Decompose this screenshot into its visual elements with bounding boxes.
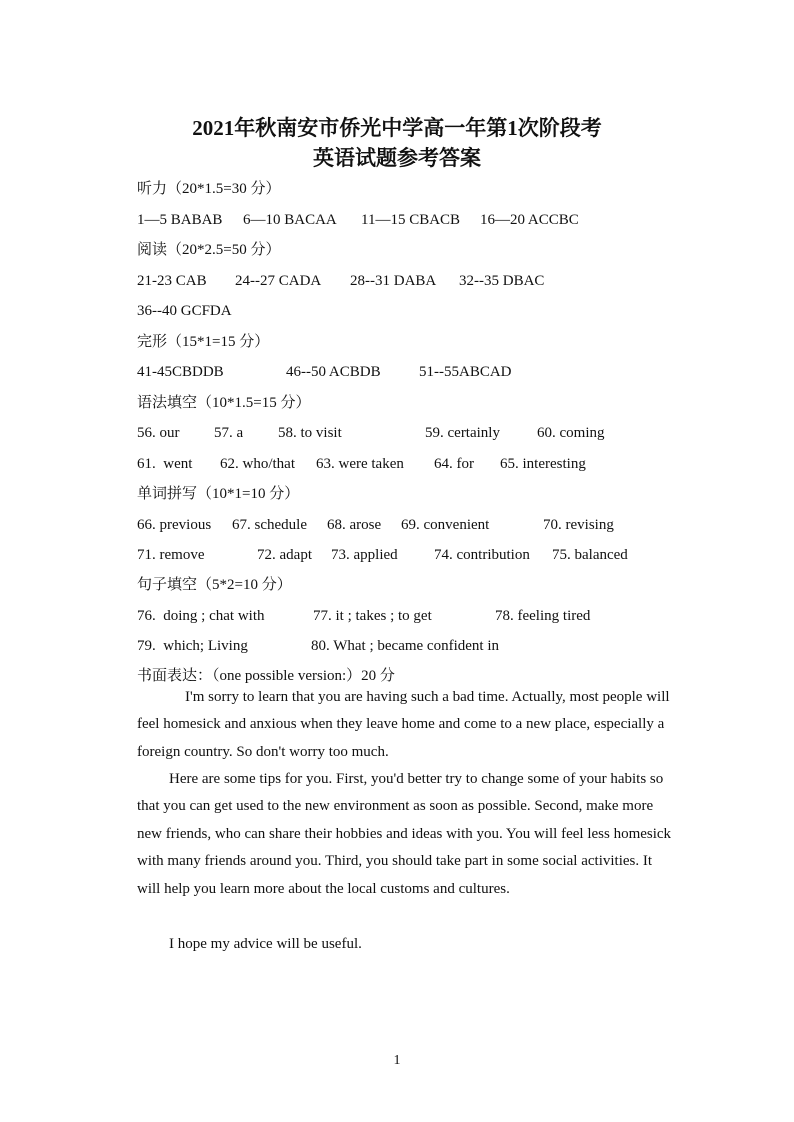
answer-item: 69. convenient [401, 517, 490, 533]
writing-paragraph-2 [137, 766, 677, 903]
answer-item: 74. contribution [434, 547, 530, 563]
writing-paragraph-3 [137, 931, 677, 958]
answer-item: 73. applied [331, 547, 398, 563]
writing-paragraph-1 [137, 684, 677, 766]
answer-item: 76. doing ; chat with [137, 608, 265, 624]
page-title-line2: 英语试题参考答案 [313, 146, 481, 170]
answer-group: 21-23 CAB [137, 273, 207, 289]
paragraph-text: I hope my advice will be useful. [169, 936, 362, 952]
answer-item: 70. revising [543, 517, 614, 533]
answer-group: 11—15 CBACB [361, 212, 461, 228]
answer-group: 1—5 BABAB [137, 212, 223, 228]
answer-group: 51--55ABCAD [419, 364, 512, 380]
answer-item: 78. feeling tired [495, 608, 591, 624]
answer-item: 59. certainly [425, 425, 500, 441]
answer-group: 46--50 ACBDB [286, 364, 381, 380]
answer-item: 56. our [137, 425, 180, 441]
paragraph-text: I'm sorry to learn that you are having such a bad time. Actually, most people will feel homesick and anxious when they leave home and come to a new place, especially a foreign country. So don't worry too much. [137, 689, 670, 760]
answer-group: 41-45CBDDB [137, 364, 224, 380]
answer-item: 60. coming [537, 425, 605, 441]
answer-group: 32--35 DBAC [459, 273, 545, 289]
reading-heading: 阅读（20*2.5=50 分） [137, 242, 281, 258]
answer-group: 6—10 BACAA [243, 212, 337, 228]
sentences-heading: 句子填空（5*2=10 分） [137, 577, 292, 593]
answer-item: 58. to visit [278, 425, 342, 441]
answer-item: 65. interesting [500, 456, 586, 472]
answer-item: 67. schedule [232, 517, 307, 533]
spelling-heading: 单词拼写（10*1=10 分） [137, 486, 300, 502]
answer-item: 79. which; Living [137, 638, 248, 654]
answer-item: 68. arose [327, 517, 382, 533]
answer-item: 66. previous [137, 517, 212, 533]
writing-heading: 书面表达：（one possible version:）20 分 [137, 668, 395, 684]
answer-item: 61. went [137, 456, 193, 472]
answer-item: 64. for [434, 456, 474, 472]
answer-group: 28--31 DABA [350, 273, 437, 289]
page-title-line1: 2021年秋南安市侨光中学高一年第1次阶段考 [192, 116, 602, 140]
answer-group: 24--27 CADA [235, 273, 322, 289]
answer-item: 75. balanced [552, 547, 628, 563]
answer-item: 62. who/that [220, 456, 295, 472]
answer-item: 71. remove [137, 547, 205, 563]
answer-item: 77. it ; takes ; to get [313, 608, 432, 624]
answer-item: 57. a [214, 425, 244, 441]
answer-item: 72. adapt [257, 547, 312, 563]
grammar-heading: 语法填空（10*1.5=15 分） [137, 395, 311, 411]
answer-item: 80. What ; became confident in [311, 638, 499, 654]
page-number: 1 [393, 1053, 401, 1068]
answer-group: 36--40 GCFDA [137, 303, 232, 319]
answer-group: 16—20 ACCBC [480, 212, 579, 228]
cloze-heading: 完形（15*1=15 分） [137, 334, 270, 350]
answer-item: 63. were taken [316, 456, 404, 472]
listening-heading: 听力（20*1.5=30 分） [137, 181, 281, 197]
paragraph-text: Here are some tips for you. First, you'd better try to change some of your habits so that you can get used to the new environment as soon as possible. Second, make more new friends, who can share their hobbies and ideas with you. You will feel less homesick with many friends around you. Third, you should take part in some social activities. It will help you learn more about the local customs and cultures. [137, 771, 672, 897]
